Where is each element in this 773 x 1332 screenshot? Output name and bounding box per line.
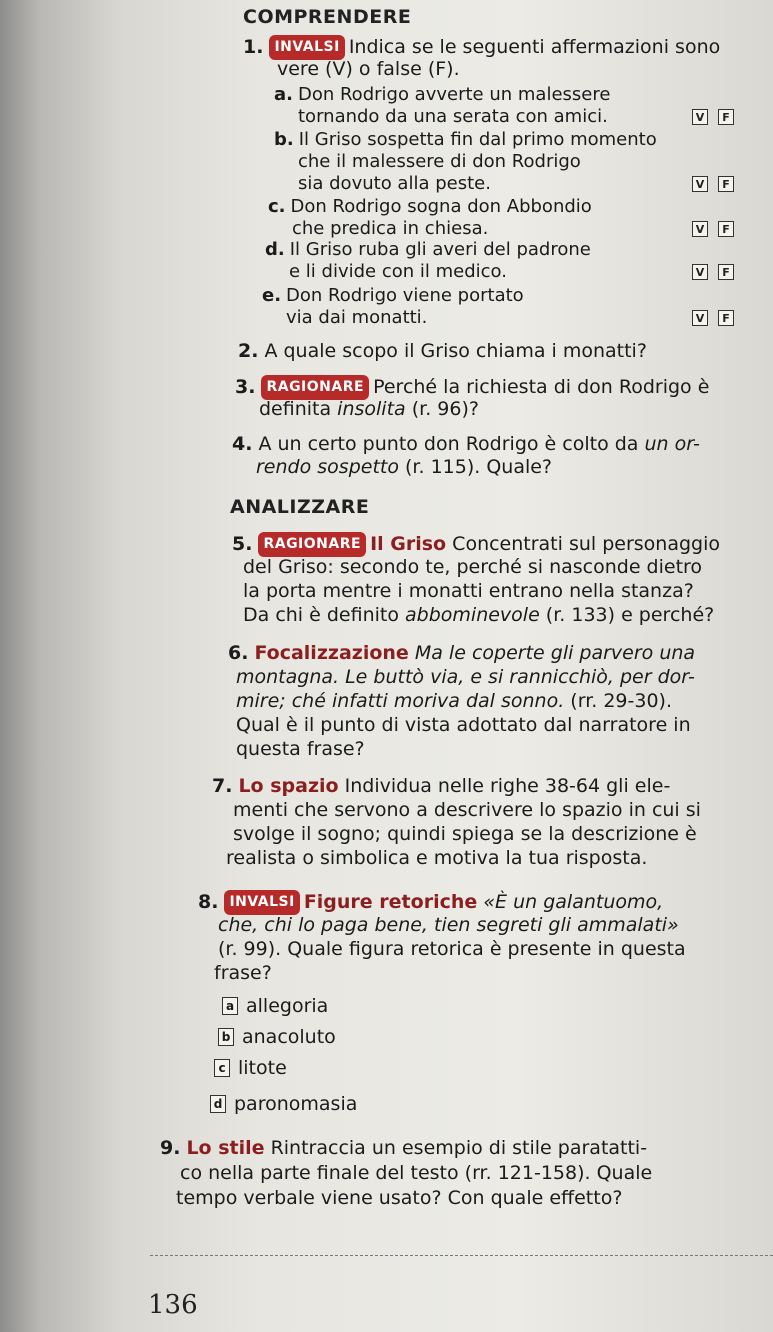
statement-letter: b.: [274, 129, 294, 150]
text-fragment: (r. 115). Quale?: [398, 456, 553, 478]
question-text: Perché la richiesta di don Rodrigo è: [373, 376, 710, 398]
quoted-word: insolita: [337, 398, 406, 420]
question-4: [232, 433, 700, 456]
question-number: 2.: [238, 340, 259, 362]
false-checkbox[interactable]: F: [718, 176, 734, 192]
question-8: [198, 890, 663, 915]
statement-letter: e.: [262, 285, 282, 306]
question-9-line3: tempo verbale viene usato? Con quale effetto?: [176, 1187, 623, 1209]
question-6-line3: [236, 690, 672, 713]
ragionare-tag: RAGIONARE: [261, 375, 369, 400]
question-8-line3: (r. 99). Quale figura retorica è presente in questa: [218, 938, 686, 960]
true-checkbox[interactable]: V: [692, 109, 708, 125]
question-number: 5.: [232, 533, 253, 555]
quoted-word: abbominevole: [405, 604, 540, 626]
question-5-line2: del Griso: secondo te, perché si nasconde dietro: [243, 556, 703, 578]
statement-a-line2: tornando da una serata con amici.: [298, 106, 608, 127]
text-fragment: (r. 133) e perché?: [539, 604, 715, 626]
option-text: allegoria: [246, 995, 329, 1017]
option-text: anacoluto: [242, 1026, 336, 1048]
statement-d-line2: e li divide con il medico.: [289, 261, 507, 282]
question-number: 6.: [228, 642, 249, 664]
statement-a: [274, 84, 610, 106]
statement-text: Il Griso ruba gli averi del padrone: [289, 239, 591, 260]
statement-letter: d.: [265, 239, 285, 260]
question-number: 7.: [212, 775, 233, 797]
question-2: [238, 340, 647, 363]
question-text: Indica se le seguenti affermazioni sono: [348, 36, 721, 58]
statement-d: [265, 239, 591, 261]
quoted-passage: «È un galantuomo,: [483, 891, 664, 913]
option-b[interactable]: [218, 1026, 336, 1048]
false-checkbox[interactable]: F: [718, 310, 734, 326]
option-letter-box[interactable]: d: [210, 1095, 226, 1113]
question-9-line2: co nella parte finale del testo (rr. 121-158). Quale: [180, 1162, 653, 1184]
quoted-passage: Ma le coperte gli parvero una: [414, 642, 696, 664]
question-number: 3.: [235, 376, 256, 398]
invalsi-tag: INVALSI: [224, 890, 299, 915]
question-6-line5: questa frase?: [236, 738, 365, 760]
statement-text: Don Rodrigo avverte un malessere: [297, 84, 611, 105]
question-6: [228, 642, 695, 665]
invalsi-tag: INVALSI: [269, 35, 344, 60]
text-fragment: (r. 96)?: [405, 398, 479, 420]
statement-c: [268, 196, 592, 218]
question-text: Concentrati sul personaggio: [452, 533, 721, 555]
option-letter-box[interactable]: c: [214, 1059, 230, 1077]
question-number: 8.: [198, 891, 219, 913]
question-number: 1.: [243, 36, 264, 58]
true-false-boxes-d: [692, 264, 734, 280]
section-heading-analizzare: ANALIZZARE: [230, 496, 370, 518]
true-false-boxes-b: [692, 176, 734, 192]
quoted-phrase: un or-: [644, 433, 700, 455]
question-6-line4: Qual è il punto di vista adottato dal narratore in: [236, 714, 691, 736]
question-3: [235, 375, 709, 400]
topic-label: Lo spazio: [238, 775, 339, 797]
topic-label: Figure retoriche: [303, 891, 478, 913]
option-d[interactable]: [210, 1093, 357, 1115]
question-4-line2: [256, 456, 552, 479]
page-number: 136: [148, 1290, 198, 1320]
question-3-line2: [259, 398, 479, 421]
statement-e-line2: via dai monatti.: [286, 307, 428, 328]
statement-b-line3: sia dovuto alla peste.: [298, 173, 491, 194]
question-7: [212, 775, 670, 798]
question-7-line3: svolge il sogno; quindi spiega se la descrizione è: [233, 823, 697, 845]
question-text: A un certo punto don Rodrigo è colto da: [258, 433, 645, 455]
statement-letter: c.: [268, 196, 286, 217]
text-fragment: Da chi è definito: [243, 604, 406, 626]
true-checkbox[interactable]: V: [692, 221, 708, 237]
question-text: A quale scopo il Griso chiama i monatti?: [264, 340, 647, 362]
question-7-line2: menti che servono a descrivere lo spazio in cui si: [233, 799, 701, 821]
statement-b: [274, 129, 657, 151]
question-text: Individua nelle righe 38-64 gli ele-: [344, 775, 671, 797]
question-1: [243, 35, 720, 60]
text-fragment: definita: [259, 398, 338, 420]
question-number: 4.: [232, 433, 253, 455]
question-5-line4: [243, 604, 714, 627]
option-a[interactable]: [222, 995, 328, 1017]
question-8-line2: che, chi lo paga bene, tien segreti gli ammalati»: [218, 914, 679, 936]
footer-divider: [150, 1255, 773, 1256]
section-heading-comprendere: COMPRENDERE: [243, 6, 412, 28]
quoted-phrase: rendo sospetto: [256, 456, 399, 478]
question-number: 9.: [160, 1137, 181, 1159]
topic-label: Focalizzazione: [254, 642, 409, 664]
option-c[interactable]: [214, 1057, 287, 1079]
statement-c-line2: che predica in chiesa.: [292, 218, 489, 239]
question-text: Rintraccia un esempio di stile paratatti-: [270, 1137, 648, 1159]
question-1-line2: vere (V) o false (F).: [277, 58, 460, 80]
true-false-boxes-a: [692, 109, 734, 125]
false-checkbox[interactable]: F: [718, 109, 734, 125]
option-letter-box[interactable]: b: [218, 1028, 234, 1046]
true-checkbox[interactable]: V: [692, 264, 708, 280]
ragionare-tag: RAGIONARE: [258, 532, 366, 557]
option-text: paronomasia: [234, 1093, 358, 1115]
false-checkbox[interactable]: F: [718, 221, 734, 237]
statement-b-line2: che il malessere di don Rodrigo: [298, 151, 581, 172]
question-6-line2: montagna. Le buttò via, e si rannicchiò, per dor-: [236, 666, 695, 688]
true-false-boxes-c: [692, 221, 734, 237]
topic-label: Lo stile: [186, 1137, 265, 1159]
option-letter-box[interactable]: a: [222, 997, 238, 1015]
true-false-boxes-e: [692, 310, 734, 326]
statement-text: Don Rodrigo sogna don Abbondio: [290, 196, 592, 217]
quoted-passage: mire; ché infatti moriva dal sonno.: [236, 690, 565, 712]
question-9: [160, 1137, 647, 1160]
statement-text: Don Rodrigo viene portato: [286, 285, 524, 306]
question-5: [232, 532, 720, 557]
text-fragment: (rr. 29-30).: [564, 690, 673, 712]
statement-text: Il Griso sospetta fin dal primo momento: [298, 129, 657, 150]
false-checkbox[interactable]: F: [718, 264, 734, 280]
question-7-line4: realista o simbolica e motiva la tua risposta.: [226, 847, 648, 869]
true-checkbox[interactable]: V: [692, 176, 708, 192]
option-text: litote: [238, 1057, 287, 1079]
question-5-line3: la porta mentre i monatti entrano nella stanza?: [243, 580, 694, 602]
statement-e: [262, 285, 524, 307]
true-checkbox[interactable]: V: [692, 310, 708, 326]
statement-letter: a.: [274, 84, 293, 105]
question-8-line4: frase?: [214, 962, 272, 984]
topic-label: Il Griso: [370, 533, 447, 555]
